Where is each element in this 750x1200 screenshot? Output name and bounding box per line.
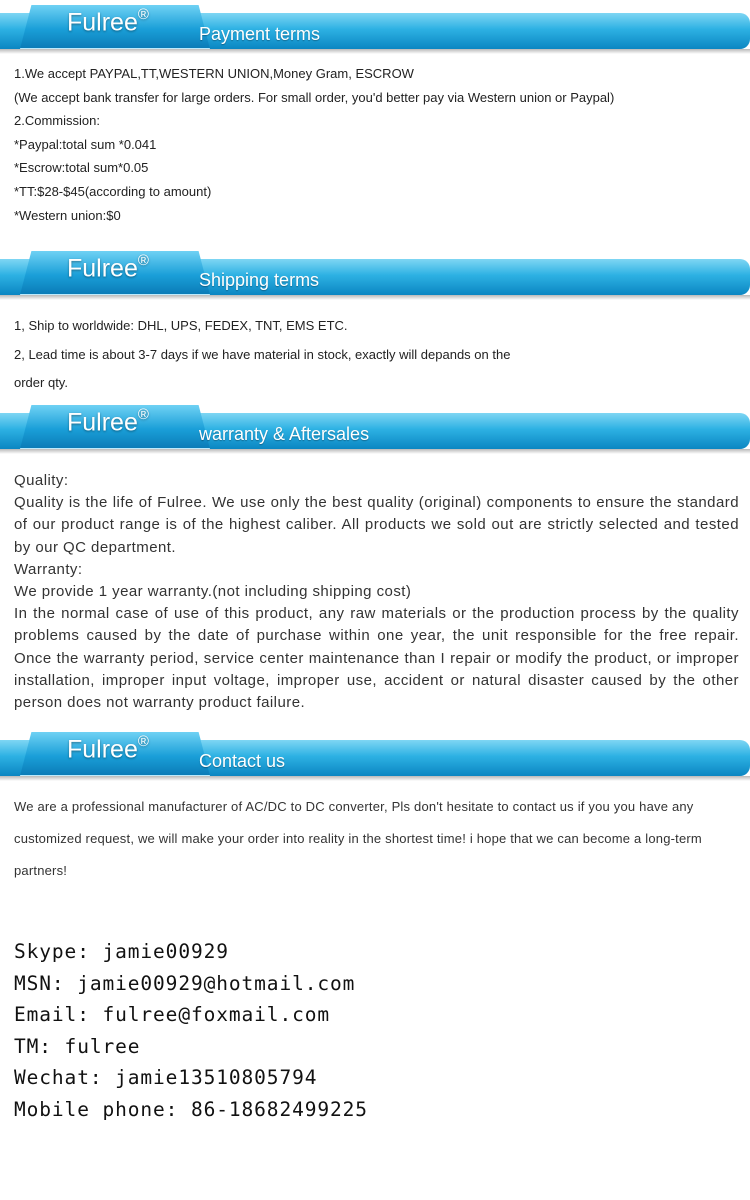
warranty-period: We provide 1 year warranty.(not including shipping cost) bbox=[14, 583, 412, 601]
contact-details bbox=[14, 936, 739, 1125]
payment-terms-banner bbox=[0, 5, 750, 49]
msn-contact: MSN: jamie00929@hotmail.com bbox=[14, 971, 356, 995]
contact-us-banner bbox=[0, 732, 750, 776]
shipping-line: 1, Ship to worldwide: DHL, UPS, FEDEX, TNT, EMS ETC. bbox=[14, 318, 348, 333]
payment-line: *Western union:$0 bbox=[14, 207, 121, 223]
email-contact: Email: fulree@foxmail.com bbox=[14, 1003, 330, 1026]
warranty-content bbox=[14, 470, 739, 714]
brand-logo: Fulree® bbox=[67, 252, 149, 283]
contact-intro: We are a professional manufacturer of AC/DC to DC converter, Pls don't hesitate to contact us if you you have any customized request, we will make your order into reality in the shortest time! i hope that we can become a long-term partners! bbox=[14, 799, 702, 878]
brand-logo: Fulree® bbox=[67, 6, 149, 37]
payment-terms-content bbox=[14, 62, 739, 227]
section-heading: warranty & Aftersales bbox=[199, 424, 370, 444]
payment-line: *Paypal:total sum *0.041 bbox=[14, 136, 157, 152]
shipping-terms-content bbox=[14, 312, 739, 398]
shipping-terms-banner bbox=[0, 251, 750, 295]
brand-logo: Fulree® bbox=[67, 733, 149, 764]
section-heading: Payment terms bbox=[199, 24, 321, 44]
wechat-contact: Wechat: jamie13510805794 bbox=[14, 1066, 318, 1089]
warranty-text: In the normal case of use of this product, any raw materials or the production process by the quality problems caused by the date of purchase within one year, the unit responsible for the free repair. Once the warranty period, service center maintenance than I repair or modify the product, or improper installation, improper input voltage, improper use, accident or natural disaster caused by the other person does not warranty product failure. bbox=[14, 605, 739, 712]
section-heading: Shipping terms bbox=[199, 270, 320, 290]
shipping-line: order qty. bbox=[14, 375, 68, 390]
skype-contact: Skype: jamie00929 bbox=[14, 940, 229, 963]
payment-line: 1.We accept PAYPAL,TT,WESTERN UNION,Money Gram, ESCROW bbox=[14, 66, 414, 81]
payment-line: *Escrow:total sum*0.05 bbox=[14, 160, 149, 176]
section-heading: Contact us bbox=[199, 751, 286, 771]
warranty-banner bbox=[0, 405, 750, 449]
mobile-phone-contact: Mobile phone: 86-18682499225 bbox=[14, 1097, 368, 1121]
quality-text: Quality is the life of Fulree. We use only the best quality (original) components to ensure the standard of our product range is of the highest caliber. All products we sold out are strictly selected and tested by our QC department. bbox=[14, 494, 739, 556]
payment-line: *TT:$28-$45(according to amount) bbox=[14, 183, 212, 199]
brand-logo: Fulree® bbox=[67, 406, 149, 437]
tm-contact: TM: fulree bbox=[14, 1034, 141, 1058]
payment-line: (We accept bank transfer for large orders. For small order, you'd better pay via Western union or Paypal) bbox=[14, 89, 615, 105]
quality-label: Quality: bbox=[14, 472, 69, 489]
shipping-line: 2, Lead time is about 3-7 days if we have material in stock, exactly will depands on the bbox=[14, 346, 511, 362]
warranty-label: Warranty: bbox=[14, 560, 83, 578]
payment-line: 2.Commission: bbox=[14, 113, 100, 129]
